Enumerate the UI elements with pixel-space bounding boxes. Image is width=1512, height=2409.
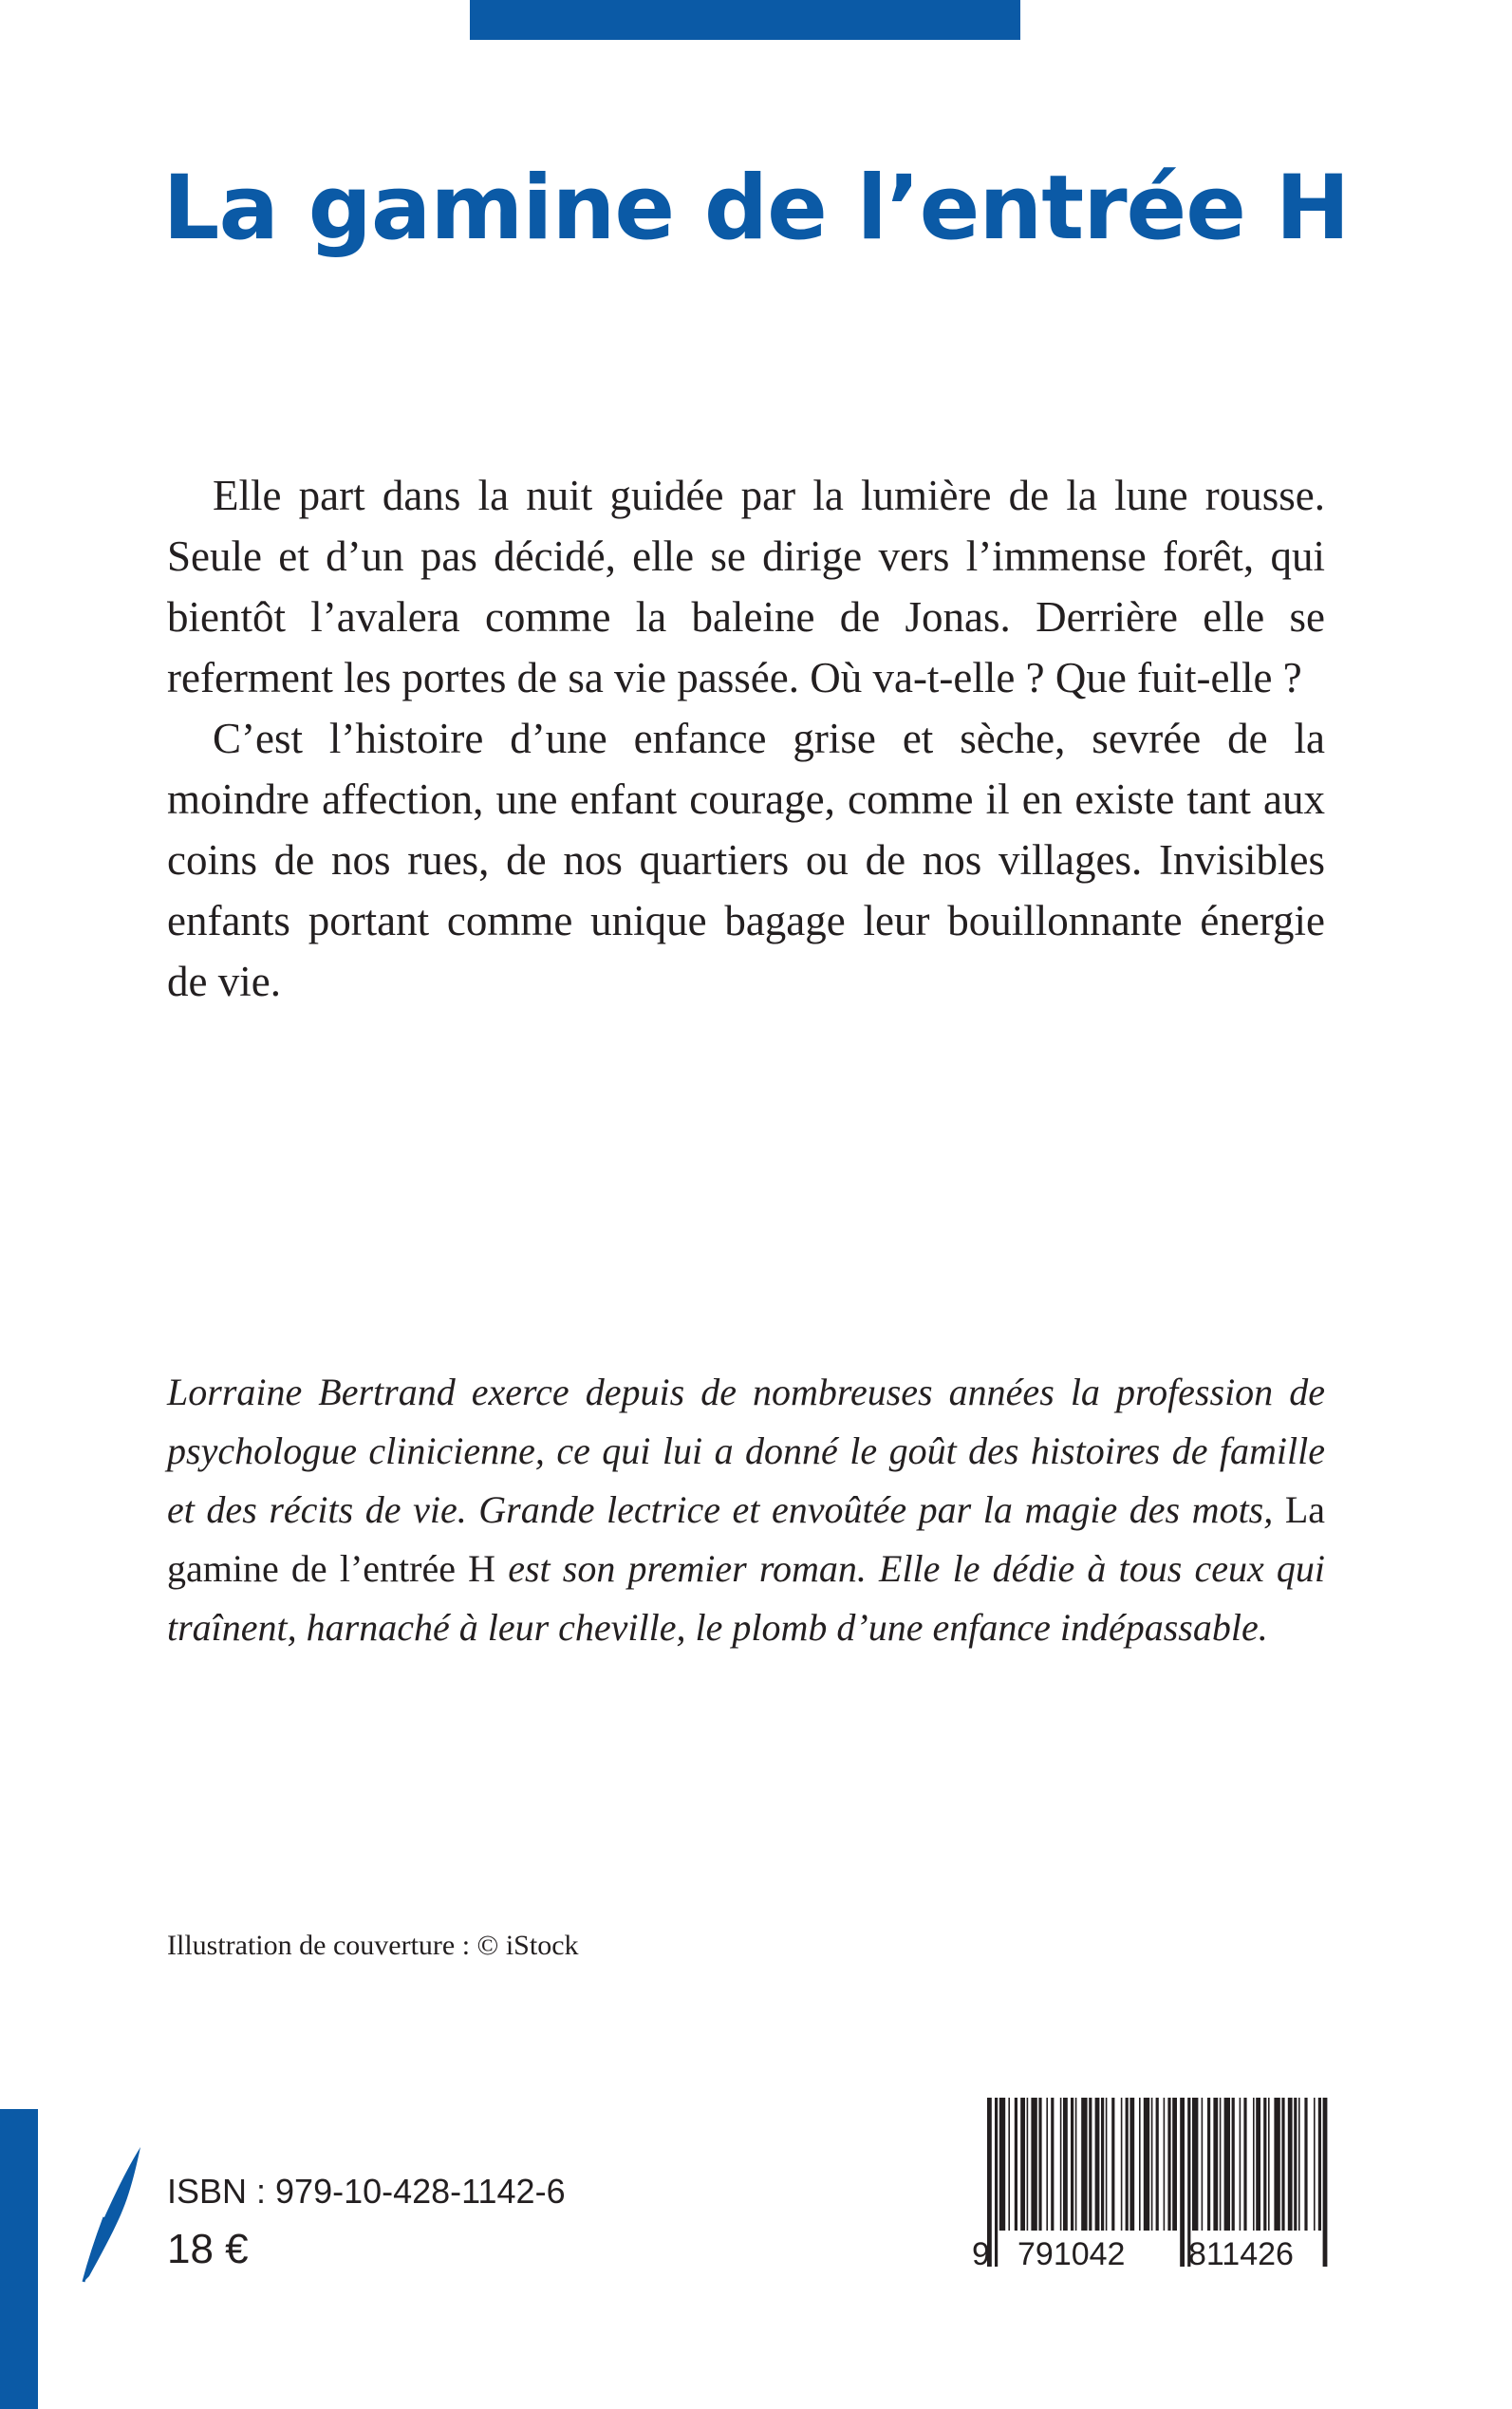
- barcode-digits: [968, 2229, 1338, 2276]
- bio-text-2: est son premier roman. Elle le dédie à tous ceux qui traînent, harnaché à leur cheville, le plomb d’une enfance indépassable.: [167, 1547, 1325, 1649]
- back-cover-blurb: [167, 465, 1325, 1012]
- cover-illustration-credit: Illustration de couverture : © iStock: [167, 1930, 579, 1961]
- feather-logo-icon: [76, 2143, 144, 2286]
- barcode-digits-left: 791042: [1017, 2236, 1126, 2272]
- isbn-number: ISBN : 979-10-428-1142-6: [167, 2172, 566, 2211]
- bio-book-title: La gamine de l’entrée H: [167, 1488, 1325, 1590]
- blurb-paragraph-1: Elle part dans la nuit guidée par la lumière de la lune rousse. Seule et d’un pas décidé, elle se dirige vers l’immense forêt, qui bientôt l’avalera comme la baleine de Jonas. Derrière elle se referment les portes de sa vie passée. Où va-t-elle ? Que fuit-elle ?: [167, 472, 1325, 701]
- price: 18 €: [167, 2226, 249, 2272]
- author-bio: [167, 1363, 1325, 1657]
- blurb-paragraph-2: C’est l’histoire d’une enfance grise et sèche, sevrée de la moindre affection, une enfant courage, comme il en existe tant aux coins de nos rues, de nos quartiers ou de nos villages. Invisibles enfants portant comme unique bagage leur bouillonnante énergie de vie.: [167, 715, 1325, 1005]
- bottom-left-accent-bar: [0, 2109, 38, 2409]
- top-accent-bar: [470, 0, 1020, 40]
- bio-text-1: Lorraine Bertrand exerce depuis de nombreuses années la profession de psychologue clinicienne, ce qui lui a donné le goût des histoires de famille et des récits de vie. Grande lectrice et envoûtée par la magie des mots,: [167, 1371, 1325, 1531]
- barcode-digit-first: 9: [972, 2236, 990, 2272]
- book-title: La gamine de l’entrée H: [162, 157, 1350, 260]
- barcode-digits-right: 811426: [1188, 2236, 1294, 2272]
